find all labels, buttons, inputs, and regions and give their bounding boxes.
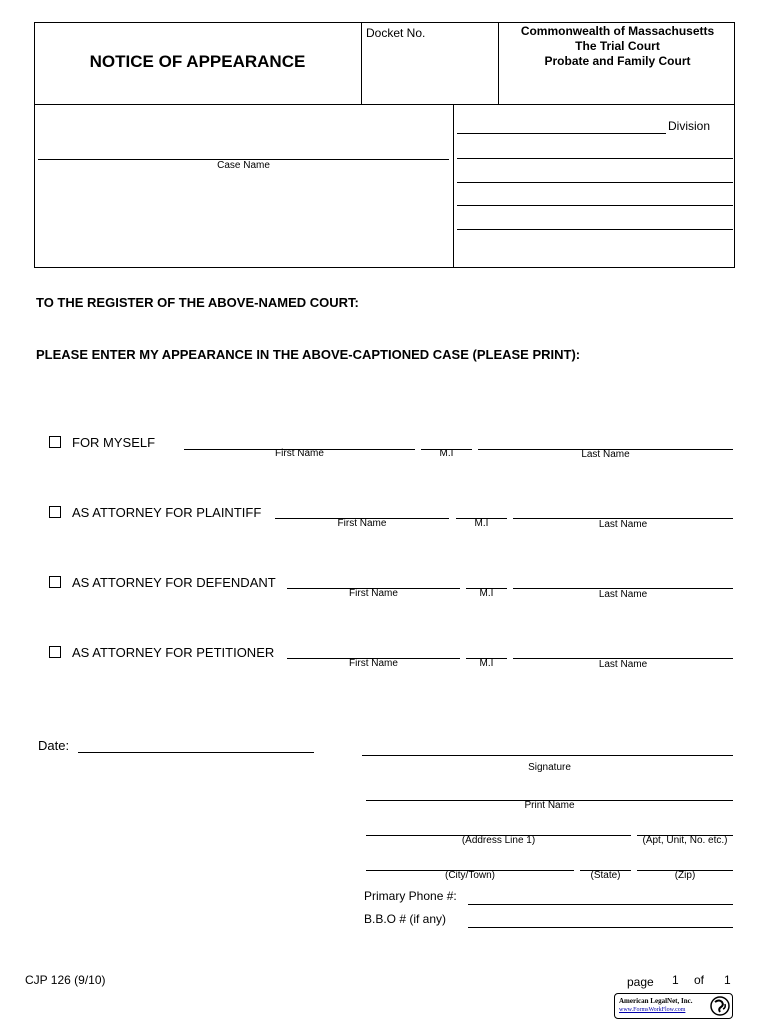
petitioner-checkbox[interactable] xyxy=(49,646,61,658)
form-id: CJP 126 (9/10) xyxy=(25,973,106,987)
docket-field[interactable] xyxy=(363,44,496,102)
for-myself-label: FOR MYSELF xyxy=(72,435,156,450)
defendant-checkbox[interactable] xyxy=(49,576,61,588)
plaintiff-first-name-label: First Name xyxy=(337,518,387,529)
division-label: Division xyxy=(668,119,711,133)
form-title: NOTICE OF APPEARANCE xyxy=(89,52,306,71)
address-line-1-label: (Address Line 1) xyxy=(461,835,536,846)
page-word: page xyxy=(627,975,654,989)
caption-divider xyxy=(453,104,454,268)
for-myself-checkbox[interactable] xyxy=(49,436,61,448)
city-label: (City/Town) xyxy=(444,870,495,881)
caption-line-3[interactable] xyxy=(457,205,733,206)
for-myself-last-name-label: Last Name xyxy=(581,449,630,460)
court-name xyxy=(500,24,735,69)
phone-line[interactable] xyxy=(468,904,733,905)
signature-label: Signature xyxy=(528,762,571,773)
plaintiff-checkbox[interactable] xyxy=(49,506,61,518)
for-myself-mi-label: M.I xyxy=(439,448,454,459)
page-total: 1 xyxy=(724,973,731,987)
please-enter-heading: PLEASE ENTER MY APPEARANCE IN THE ABOVE-CAPTIONED CASE (PLEASE PRINT): xyxy=(36,347,581,362)
apt-label: (Apt, Unit, No. etc.) xyxy=(642,835,728,846)
division-line[interactable] xyxy=(457,133,666,134)
zip-label: (Zip) xyxy=(674,870,696,881)
court-line-2: The Trial Court xyxy=(575,39,660,53)
plaintiff-mi-label: M.I xyxy=(474,518,489,529)
for-myself-first-name-label: First Name xyxy=(275,448,324,459)
publisher-name: American LegalNet, Inc. xyxy=(619,997,693,1005)
caption-line-1[interactable] xyxy=(457,158,733,159)
defendant-first-name-label: First Name xyxy=(349,588,398,599)
of-word: of xyxy=(694,973,705,987)
date-label: Date: xyxy=(38,738,70,753)
header-divider-2 xyxy=(498,22,499,105)
plaintiff-label: AS ATTORNEY FOR PLAINTIFF xyxy=(72,505,262,520)
page-number: 1 xyxy=(672,973,679,987)
globe-icon xyxy=(710,996,730,1016)
court-line-3: Probate and Family Court xyxy=(544,54,691,68)
print-name-label: Print Name xyxy=(524,800,575,811)
case-name-label: Case Name xyxy=(217,160,270,171)
docket-label: Docket No. xyxy=(366,26,426,40)
petitioner-last-name-label: Last Name xyxy=(598,659,648,670)
bbo-line[interactable] xyxy=(468,927,733,928)
defendant-last-name-label: Last Name xyxy=(598,589,648,600)
publisher-url: www.FormsWorkFlow.com xyxy=(619,1007,686,1013)
state-label: (State) xyxy=(590,870,621,881)
petitioner-label: AS ATTORNEY FOR PETITIONER xyxy=(72,645,275,660)
header-divider-1 xyxy=(361,22,362,105)
caption-line-4[interactable] xyxy=(457,229,733,230)
petitioner-first-name-label: First Name xyxy=(349,658,398,669)
to-register-heading: TO THE REGISTER OF THE ABOVE-NAMED COURT: xyxy=(36,295,359,310)
phone-label: Primary Phone #: xyxy=(364,889,457,903)
defendant-mi-label: M.I xyxy=(479,588,494,599)
date-line[interactable] xyxy=(78,752,314,753)
publisher-logo xyxy=(614,993,733,1019)
plaintiff-last-name-label: Last Name xyxy=(598,519,648,530)
petitioner-mi-label: M.I xyxy=(479,658,494,669)
defendant-label: AS ATTORNEY FOR DEFENDANT xyxy=(72,575,276,590)
court-line-1: Commonwealth of Massachusetts xyxy=(520,24,715,38)
caption-line-2[interactable] xyxy=(457,182,733,183)
bbo-label: B.B.O # (if any) xyxy=(364,912,447,926)
caption-box xyxy=(34,104,735,268)
signature-line[interactable] xyxy=(362,755,733,756)
